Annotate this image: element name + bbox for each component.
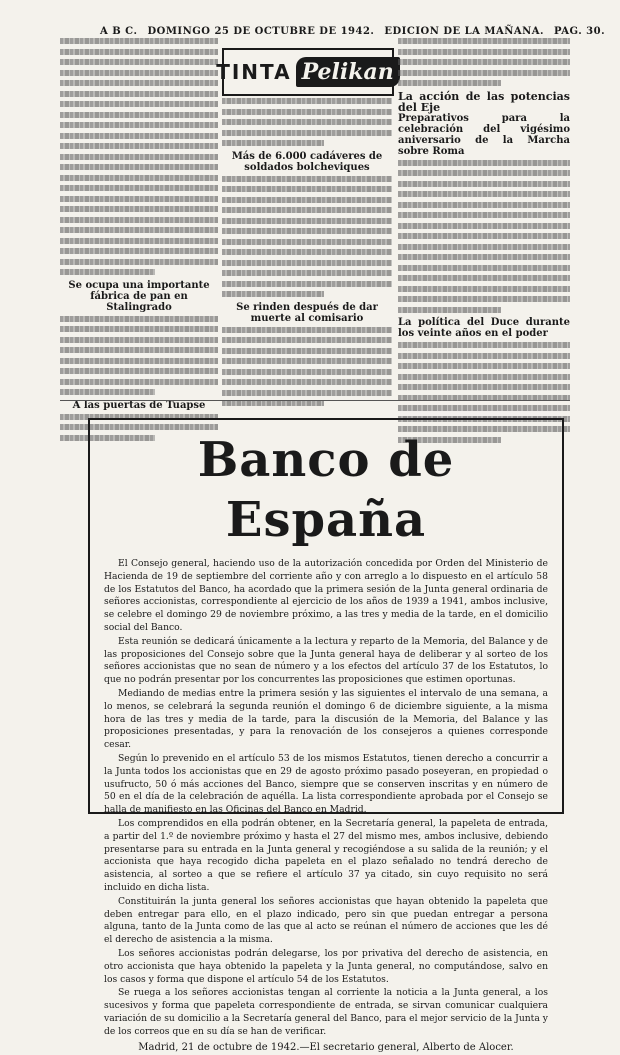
notice-paragraph: Los señores accionistas podrán delegarse, los por privativa del derecho de asistencia, en otro accionista que haya obtenido la papeleta y la Junta general, no computándose, salvo en los casos y forma que dispone el artículo 54 de los Estatutos. bbox=[104, 947, 548, 985]
headline-surrender: Se rinden después de dar muerte al comisario bbox=[236, 301, 378, 324]
notice-paragraph: Mediando de medias entre la primera sesión y las siguientes el intervalo de una semana, a lo menos, se celebrará la segunda reunión el domingo 6 de diciembre siguiente, a la misma hora de las tres y media de la tarde, para la discusión de la Memoria, del Balance y las proposiciones presentadas, y para la renovación de los consejeros a quienes corresponde cesar. bbox=[104, 687, 548, 751]
tinta-pelikan-advert bbox=[216, 48, 394, 96]
notice-paragraph: Los comprendidos en ella podrán obtener, en la Secretaría general, la papeleta de entrada, a partir del 1.º de noviembre próximo y hasta el 27 del mismo mes, ambos inclusive, debiendo presentarse para su entrada en la Junta general y recogiéndose a su salida de la reunión; y el accionista que haya recogido dicha papeleta en el plazo señalado no tendrá derecho de asistencia, al sorteo a que se refiere el artículo 37 ya citado, sin cuyo requisito no será incluido en dicha lista. bbox=[104, 817, 548, 893]
headline-axis-powers-cont: Preparativos para la celebración del vigésimo aniversario de la Marcha sobre Roma bbox=[398, 112, 570, 157]
notice-signature: Madrid, 21 de octubre de 1942.—El secretario general, Alberto de Alocer. bbox=[138, 1042, 514, 1054]
news-column-middle bbox=[222, 98, 392, 384]
illegible-text-line bbox=[60, 38, 218, 44]
news-column-left bbox=[60, 38, 218, 411]
headline-bread-factory: Se ocupa una importante fábrica de pan en Stalingrado bbox=[68, 279, 210, 313]
notice-paragraph: Según lo prevenido en el artículo 53 de los mismos Estatutos, tienen derecho a concurrir a la Junta todos los accionistas que en 29 de agosto próximo pasado poseyeran, en propiedad o usufructo, 50 ó más acciones del Banco, siempre que se conserven inscritas y en número de 50 en el día de la celebración de aquélla. La lista correspondiente aprobada por el Consejo se halla de manifiesto en las Oficinas del Banco en Madrid. bbox=[104, 752, 548, 816]
header-abc: A B C. bbox=[100, 26, 138, 37]
notice-body bbox=[104, 558, 548, 1055]
notice-paragraph: Se ruega a los señores accionistas tengan al corriente la noticia a la Junta general, a los sucesivos y forma que papeleta correspondiente de entrada, se sirvan comunicar cualquiera variación de su domicilio a la Secretaría general del Banco, para el mejor servicio de la Junta y de los correos que en su día se han de verificar. bbox=[104, 987, 548, 1037]
headline-soldier-bodies: Más de 6.000 cadáveres de soldados bolcheviques bbox=[231, 150, 383, 173]
notice-title: Banco de España bbox=[197, 432, 455, 548]
notice-paragraph: Esta reunión se dedicará únicamente a la lectura y reparto de la Memoria, del Balance y de las proposiciones del Consejo sobre que la Junta general haya de deliberar y al sorteo de los señores accionistas que no sean de número y a los efectos del artículo 37 de los Estatutos, lo que no podrán presentar por los concurrentes las proposiciones que estimen oportunas. bbox=[104, 635, 548, 686]
header-date: DOMINGO 25 DE OCTUBRE DE 1942. bbox=[147, 26, 375, 37]
news-column-right bbox=[398, 38, 570, 392]
pelikan-logo: Pelikan bbox=[296, 57, 400, 87]
tinta-word: TINTA bbox=[216, 60, 292, 84]
header-edition: EDICION DE LA MAÑANA. bbox=[384, 26, 544, 37]
section-divider bbox=[60, 400, 570, 401]
headline-tuapse: A las puertas de Tuapse bbox=[72, 399, 206, 411]
banco-de-espana-notice bbox=[88, 418, 564, 1054]
headline-duce-policy: La política del Duce durante los veinte años en el poder bbox=[398, 317, 570, 339]
notice-paragraph: El Consejo general, haciendo uso de la autorización concedida por Orden del Ministerio de Hacienda de 19 de septiembre del corriente año y con arreglo a lo dispuesto en el artículo 58 de los Estatutos del Banco, ha acordado que la primera sesión de la Junta general ordinaria de señores accionistas, correspondiente al ejercicio de los años de 1939 a 1941, ambos inclusive, se celebre el domingo 29 de noviembre próximo, a las tres y media de la tarde, en el domicilio social del Banco. bbox=[104, 558, 548, 633]
notice-paragraph: Constituirán la junta general los señores accionistas que hayan obtenido la papeleta que deben entregar para ello, en el plazo indicado, pero sin que puedan entregar a persona alguna, tanto de la Junta como de las que al acto se reúnan el número de acciones que les dé el derecho de asistencia a la misma. bbox=[104, 895, 548, 946]
page-header bbox=[100, 26, 606, 37]
headline-axis-powers: La acción de las potencias del Eje Preparativos para la celebración del vigésimo aniversario de la Marcha sobre Roma bbox=[398, 89, 570, 157]
header-page: PAG. 30. bbox=[553, 26, 606, 37]
